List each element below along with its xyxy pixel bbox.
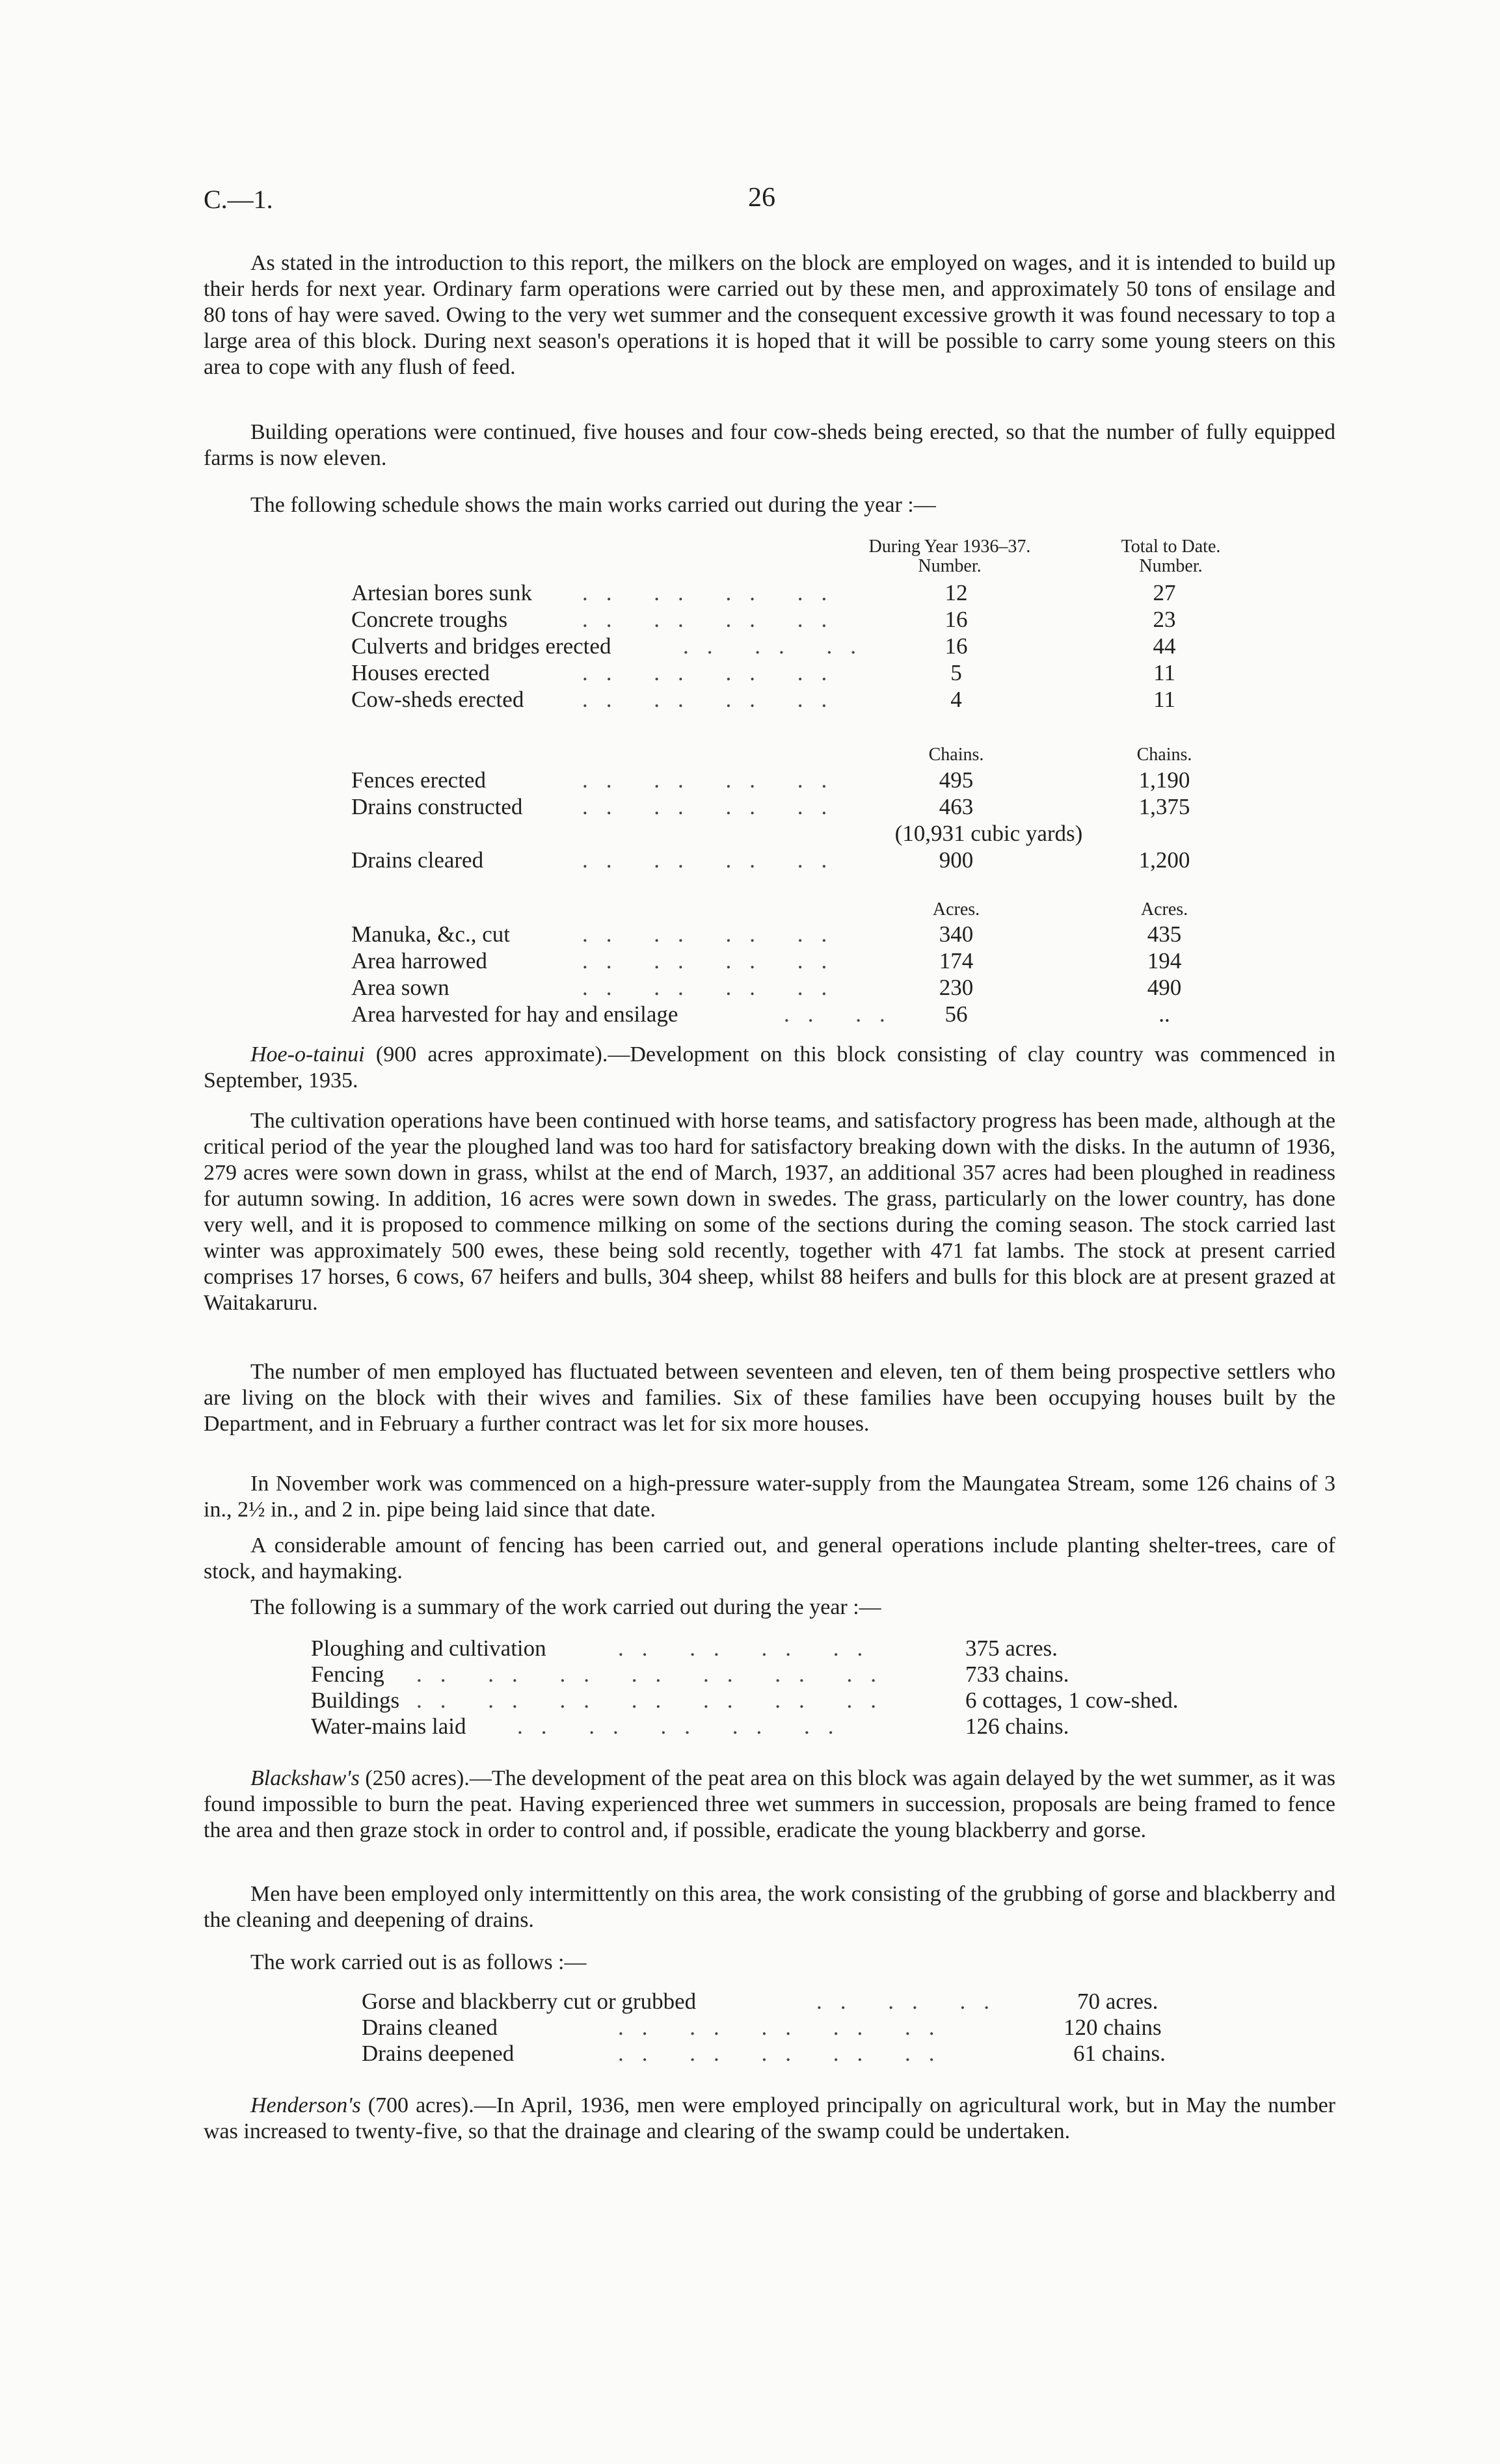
- work-label: Drains cleaned: [362, 2015, 498, 2040]
- block-name-hoe-o-tainui: Hoe-o-tainui: [250, 1042, 365, 1066]
- col-year-header-line1: During Year 1936–37.: [868, 537, 1031, 557]
- dot-leader: .. .. .. .. .. .. ..: [416, 1688, 894, 1713]
- unit-acres-year: Acres.: [932, 899, 980, 920]
- schedule-row-label: Concrete troughs: [351, 607, 508, 632]
- schedule-total-value: 1,375: [1138, 794, 1190, 819]
- summary-label: Fencing: [311, 1662, 384, 1687]
- unit-acres-total: Acres.: [1140, 899, 1188, 920]
- paragraph-milkers: As stated in the introduction to this report, the milkers on the block are employed on wages, and it is intended to build up their herds for next year. Ordinary farm operations were carried out by these men, and approximately 50 tons of ensilage and 80 tons of hay were saved. Owing to the very wet summer and the consequent excessive growth it was found necessary to top a large area of this block. During next season's operations it is hoped that it will be possible to carry some young steers on this area to cope with any flush of feed.: [204, 251, 1335, 379]
- dot-leader: .. .. .. ..: [582, 794, 846, 819]
- paragraph-blackshaws: [204, 1766, 1335, 1844]
- dot-leader: .. ..: [784, 1001, 904, 1027]
- schedule-total-value: 1,200: [1138, 847, 1190, 873]
- col-total-header-line2: Number.: [1139, 556, 1203, 576]
- dot-leader: .. .. .. .. ..: [618, 2015, 953, 2040]
- col-total-header-line1: Total to Date.: [1121, 537, 1221, 557]
- schedule-year-value: 56: [944, 1001, 968, 1027]
- dot-leader: .. .. .. ..: [582, 687, 846, 712]
- schedule-year-value: 174: [939, 948, 974, 974]
- summary-label: Ploughing and cultivation: [311, 1636, 546, 1661]
- paragraph-hendersons: [204, 2093, 1335, 2145]
- schedule-row-label: Houses erected: [351, 660, 490, 685]
- dot-leader: .. .. .. ..: [582, 607, 846, 632]
- schedule-row-label: Fences erected: [351, 767, 486, 793]
- summary-label: Buildings: [311, 1688, 400, 1713]
- schedule-year-value: 16: [944, 633, 968, 659]
- schedule-total-value: 11: [1153, 660, 1175, 685]
- schedule-year-value: 16: [944, 607, 968, 632]
- schedule-year-value: 340: [939, 921, 974, 947]
- work-label: Gorse and blackberry cut or grubbed: [362, 1989, 697, 2014]
- schedule-row-label: Drains cleared: [351, 847, 484, 873]
- work-value: 120 chains: [1064, 2015, 1162, 2040]
- paragraph-men-intermittent: Men have been employed only intermittently on this area, the work consisting of the grubbing of gorse and blackberry and the cleaning and deepening of drains.: [204, 1882, 1335, 1932]
- dot-leader: .. .. .. ..: [582, 660, 846, 685]
- schedule-year-value: 230: [939, 975, 974, 1000]
- paragraph-cultivation: The cultivation operations have been continued with horse teams, and satisfactory progress has been made, although at the critical period of the year the ploughed land was too hard for satisfactory breaking down with the disks. In the autumn of 1936, 279 acres were sown down in grass, whilst at the end of March, 1937, an additional 357 acres had been ploughed in readiness for autumn sowing. In addition, 16 acres were sown down in swedes. The grass, particularly on the lower country, has done very well, and it is proposed to commence milking on some of the sections during the coming season. The stock carried last winter was approximately 500 ewes, these being sold recently, together with 471 fat lambs. The stock at present carried comprises 17 horses, 6 cows, 67 heifers and bulls, 304 sheep, whilst 88 heifers and bulls for this block are at present grazed at Waitakaruru.: [204, 1109, 1335, 1315]
- hendersons-text: (700 acres).—In April, 1936, men were employed principally on agricultural work, but in May the number was increased to twenty-five, so that the drainage and clearing of the swamp could be undertaken.: [204, 2093, 1335, 2143]
- schedule-year-value: 4: [950, 687, 962, 712]
- schedule-total-value: 44: [1153, 633, 1176, 659]
- schedule-year-value: 900: [939, 847, 974, 873]
- block-name-hendersons: Henderson's: [250, 2093, 361, 2117]
- dot-leader: .. .. .. ..: [582, 580, 846, 605]
- schedule-row-label: Cow-sheds erected: [351, 687, 524, 712]
- schedule-year-value: 495: [939, 767, 974, 793]
- paragraph-schedule-intro: The following schedule shows the main works carried out during the year :—: [250, 493, 936, 517]
- schedule-total-value: ..: [1158, 1001, 1170, 1027]
- paragraph-work-intro: The work carried out is as follows :—: [250, 1950, 587, 1974]
- schedule-total-value: 27: [1153, 580, 1176, 605]
- schedule-row-label: Culverts and bridges erected: [351, 633, 611, 659]
- col-year-header-line2: Number.: [918, 556, 982, 576]
- page-number: 26: [748, 183, 775, 213]
- drains-volume-note: (10,931 cubic yards): [894, 821, 1083, 846]
- summary-value: 733 chains.: [965, 1662, 1069, 1687]
- schedule-year-value: 5: [950, 660, 962, 685]
- schedule-row-label: Area sown: [351, 975, 449, 1000]
- unit-chains-total: Chains.: [1136, 745, 1192, 765]
- schedule-total-value: 435: [1147, 921, 1182, 947]
- hoe-o-tainui-text: (900 acres approximate).—Development on this block consisting of clay country was commenced in September, 1935.: [204, 1042, 1335, 1093]
- work-value: 70 acres.: [1077, 1989, 1158, 2014]
- unit-chains-year: Chains.: [928, 745, 984, 765]
- schedule-total-value: 490: [1147, 975, 1182, 1000]
- schedule-total-value: 1,190: [1138, 767, 1190, 793]
- paragraph-hoe-o-tainui: [204, 1042, 1335, 1094]
- work-value: 61 chains.: [1073, 2041, 1166, 2066]
- dot-leader: .. .. .. ..: [582, 921, 846, 947]
- schedule-total-value: 23: [1153, 607, 1176, 632]
- schedule-total-value: 11: [1153, 687, 1175, 712]
- schedule-row-label: Drains constructed: [351, 794, 523, 819]
- schedule-row-label: Area harvested for hay and ensilage: [351, 1001, 678, 1027]
- schedule-year-value: 463: [939, 794, 974, 819]
- dot-leader: .. .. .. .. ..: [517, 1714, 852, 1739]
- summary-value: 126 chains.: [965, 1714, 1069, 1739]
- dot-leader: .. .. .. ..: [582, 847, 846, 873]
- dot-leader: .. .. .. ..: [618, 1636, 881, 1661]
- dot-leader: .. .. ..: [683, 633, 874, 659]
- paragraph-men-employed: The number of men employed has fluctuated between seventeen and eleven, ten of them being prospective settlers who are living on the block with their wives and families. Six of these families have been occupying houses built by the Department, and in February a further contract was let for six more houses.: [204, 1360, 1335, 1436]
- schedule-year-value: 12: [944, 580, 968, 605]
- schedule-total-value: 194: [1147, 948, 1182, 974]
- block-name-blackshaws: Blackshaw's: [250, 1766, 360, 1790]
- schedule-row-label: Artesian bores sunk: [351, 580, 533, 605]
- paragraph-summary-intro: The following is a summary of the work carried out during the year :—: [250, 1595, 881, 1619]
- document-reference: C.—1.: [204, 185, 273, 214]
- dot-leader: .. .. .. ..: [582, 948, 846, 974]
- dot-leader: .. .. .. .. ..: [618, 2041, 953, 2066]
- summary-value: 375 acres.: [965, 1636, 1058, 1661]
- dot-leader: .. .. .. ..: [582, 975, 846, 1000]
- schedule-row-label: Manuka, &c., cut: [351, 921, 510, 947]
- blackshaws-text: (250 acres).—The development of the peat area on this block was again delayed by the wet summer, as it was found impossible to burn the peat. Having experienced three wet summers in succession, proposals are being framed to fence the area and then graze stock in order to control and, if possible, eradicate the young blackberry and gorse.: [204, 1766, 1335, 1842]
- paragraph-building: Building operations were continued, five houses and four cow-sheds being erected, so that the number of fully equipped farms is now eleven.: [204, 420, 1335, 470]
- summary-value: 6 cottages, 1 cow-shed.: [965, 1688, 1179, 1713]
- paragraph-water-supply: In November work was commenced on a high-pressure water-supply from the Maungatea Stream, some 126 chains of 3 in., 2½ in., and 2 in. pipe being laid since that date.: [204, 1472, 1335, 1522]
- work-label: Drains deepened: [362, 2041, 515, 2066]
- dot-leader: .. .. ..: [816, 1989, 1008, 2014]
- dot-leader: .. .. .. ..: [582, 767, 846, 793]
- schedule-row-label: Area harrowed: [351, 948, 487, 974]
- summary-label: Water-mains laid: [311, 1714, 466, 1739]
- paragraph-fencing: A considerable amount of fencing has been carried out, and general operations include planting shelter-trees, care of stock, and haymaking.: [204, 1533, 1335, 1583]
- dot-leader: .. .. .. .. .. .. ..: [416, 1662, 894, 1687]
